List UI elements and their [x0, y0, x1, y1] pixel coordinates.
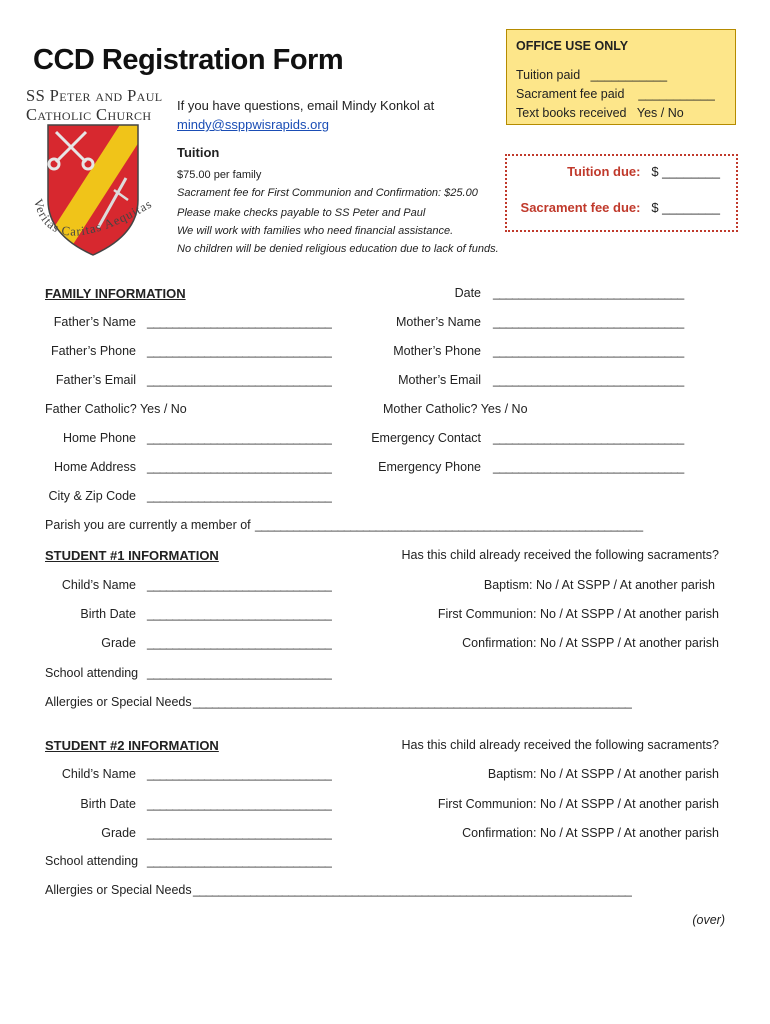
mothers-phone-field[interactable]: ______________________________ — [493, 344, 684, 358]
student2-heading: STUDENT #2 INFORMATION — [45, 738, 219, 753]
student1-heading: STUDENT #1 INFORMATION — [45, 548, 219, 563]
student1-school-field[interactable]: _____________________________ — [147, 666, 332, 680]
page-title: CCD Registration Form — [33, 44, 344, 76]
fathers-email-field[interactable]: _____________________________ — [147, 373, 332, 387]
mothers-name-field[interactable]: ______________________________ — [493, 315, 684, 329]
tuition-checks: Please make checks payable to SS Peter and Paul — [177, 207, 426, 219]
home-phone-field[interactable]: _____________________________ — [147, 431, 332, 445]
student1-school-label: School attending — [45, 666, 139, 680]
home-address-field[interactable]: _____________________________ — [147, 460, 332, 474]
student2-birth-date-field[interactable]: _____________________________ — [147, 797, 332, 811]
office-tuition-paid: Tuition paid ___________ — [516, 68, 668, 82]
emergency-contact-label: Emergency Contact — [371, 431, 481, 445]
student1-first-communion[interactable]: First Communion: No / At SSPP / At another parish — [437, 607, 719, 621]
contact-email-link[interactable]: mindy@ssppwisrapids.org — [177, 117, 329, 132]
date-field[interactable]: ______________________________ — [493, 286, 684, 300]
tuition-due[interactable]: Tuition due: $ ________ — [567, 164, 720, 179]
student2-allergies-label: Allergies or Special Needs — [45, 883, 192, 897]
student2-confirmation[interactable]: Confirmation: No / At SSPP / At another parish — [462, 826, 719, 840]
fathers-phone-label: Father’s Phone — [50, 344, 136, 358]
office-use-heading: OFFICE USE ONLY — [516, 39, 629, 53]
parish-label: Parish you are currently a member of — [45, 518, 251, 532]
church-name — [26, 86, 163, 124]
student1-baptism[interactable]: Baptism: No / At SSPP / At another parish — [483, 578, 715, 592]
student2-name-label: Child’s Name — [61, 767, 136, 781]
student1-grade-label: Grade — [101, 636, 136, 650]
church-motto: Veritas Caritas Aequitas — [30, 196, 155, 239]
emergency-phone-label: Emergency Phone — [378, 460, 481, 474]
mothers-email-label: Mother’s Email — [398, 373, 481, 387]
student2-school-label: School attending — [45, 854, 139, 868]
tuition-details — [177, 166, 499, 258]
tuition-assistance: We will work with families who need financial assistance. — [177, 225, 454, 237]
mother-catholic-choice[interactable]: Mother Catholic? Yes / No — [383, 402, 528, 416]
tuition-per-family: $75.00 per family — [177, 169, 262, 181]
student1-grade-field[interactable]: _____________________________ — [147, 636, 332, 650]
mothers-phone-label: Mother’s Phone — [393, 344, 481, 358]
student2-first-communion[interactable]: First Communion: No / At SSPP / At another parish — [437, 797, 719, 811]
emergency-contact-field[interactable]: ______________________________ — [493, 431, 684, 445]
tuition-heading: Tuition — [177, 145, 220, 160]
fathers-phone-field[interactable]: _____________________________ — [147, 344, 332, 358]
contact-info — [177, 96, 434, 134]
student1-name-field[interactable]: _____________________________ — [147, 578, 332, 592]
tuition-no-children: No children will be denied religious education due to lack of funds. — [177, 243, 499, 255]
mothers-email-field[interactable]: ______________________________ — [493, 373, 684, 387]
student2-grade-label: Grade — [101, 826, 136, 840]
student1-allergies-field[interactable]: _____________________________________________________________________ — [193, 695, 632, 709]
student2-name-field[interactable]: _____________________________ — [147, 767, 332, 781]
tuition-sacrament-fee: Sacrament fee for First Communion and Confirmation: $25.00 — [177, 187, 478, 199]
student1-birth-date-label: Birth Date — [80, 607, 136, 621]
student2-birth-date-label: Birth Date — [80, 797, 136, 811]
student2-sacraments-question: Has this child already received the following sacraments? — [401, 738, 719, 752]
home-phone-label: Home Phone — [63, 431, 136, 445]
sacrament-fee-due[interactable]: Sacrament fee due: $ ________ — [520, 200, 720, 215]
father-catholic-choice[interactable]: Father Catholic? Yes / No — [45, 402, 187, 416]
parish-field[interactable]: _____________________________________________________________ — [255, 518, 643, 532]
date-label: Date — [454, 286, 481, 300]
student2-allergies-field[interactable]: _____________________________________________________________________ — [193, 883, 632, 897]
emergency-phone-field[interactable]: ______________________________ — [493, 460, 684, 474]
family-info-heading: FAMILY INFORMATION — [45, 286, 186, 301]
mothers-name-label: Mother’s Name — [396, 315, 481, 329]
fathers-name-label: Father’s Name — [53, 315, 136, 329]
student1-birth-date-field[interactable]: _____________________________ — [147, 607, 332, 621]
office-textbooks: Text books received Yes / No — [516, 106, 684, 120]
student1-sacraments-question: Has this child already received the following sacraments? — [401, 548, 719, 562]
fathers-email-label: Father’s Email — [55, 373, 136, 387]
student1-name-label: Child’s Name — [61, 578, 136, 592]
student1-confirmation[interactable]: Confirmation: No / At SSPP / At another parish — [462, 636, 719, 650]
church-line-1: SS Peter and Paul — [26, 86, 163, 105]
city-zip-label: City & Zip Code — [48, 489, 136, 503]
office-sacrament-fee-paid: Sacrament fee paid ___________ — [516, 87, 715, 101]
office-use-box — [506, 29, 736, 125]
church-crest-logo — [28, 120, 168, 270]
fathers-name-field[interactable]: _____________________________ — [147, 315, 332, 329]
over-note: (over) — [692, 913, 725, 927]
city-zip-field[interactable]: _____________________________ — [147, 489, 332, 503]
student1-allergies-label: Allergies or Special Needs — [45, 695, 192, 709]
home-address-label: Home Address — [54, 460, 136, 474]
student2-school-field[interactable]: _____________________________ — [147, 854, 332, 868]
student2-baptism[interactable]: Baptism: No / At SSPP / At another parish — [487, 767, 719, 781]
contact-text: If you have questions, email Mindy Konkol at — [177, 98, 435, 113]
student2-grade-field[interactable]: _____________________________ — [147, 826, 332, 840]
church-line-2: Catholic Church — [26, 105, 152, 124]
